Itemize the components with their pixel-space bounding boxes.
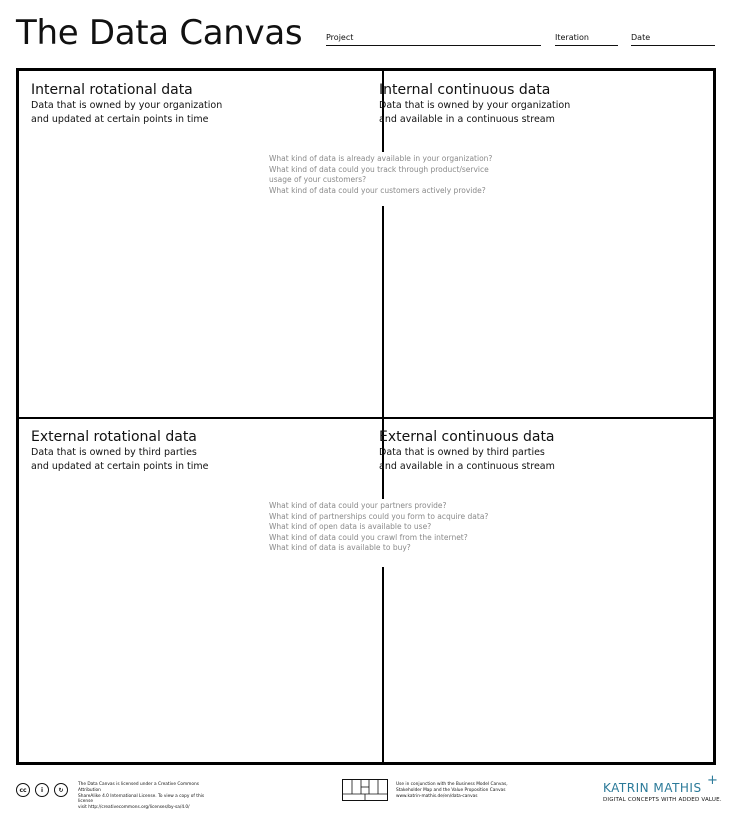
brand-plus-icon: + <box>707 773 718 788</box>
guiding-question: What kind of data could you crawl from the internet? <box>269 532 468 542</box>
license-line: visit http://creativecommons.org/licenses/by-sa/4.0/ <box>78 805 190 811</box>
internal-guiding-questions <box>265 152 493 206</box>
quadrant-description: and updated at certain points in time <box>31 114 209 125</box>
share-alike-icon: ↻ <box>54 783 68 797</box>
quadrant-description: Data that is owned by your organization <box>379 100 571 111</box>
quadrant-internal-rotational[interactable] <box>31 81 222 127</box>
quadrant-description: Data that is owned by your organization <box>31 100 223 111</box>
license-line: ShareAlike 4.0 International License. To view a copy of this license <box>78 793 205 805</box>
guiding-question: What kind of data could you track through product/service <box>269 164 489 174</box>
cc-icon: cc <box>16 783 30 797</box>
quadrant-title: External continuous data <box>379 429 555 445</box>
guiding-question: What kind of open data is available to use? <box>269 522 432 532</box>
brand-tagline: DIGITAL CONCEPTS WITH ADDED VALUE. <box>603 797 722 803</box>
license-line: The Data Canvas is licensed under a Creative Commons Attribution <box>78 782 199 793</box>
quadrant-title: Internal rotational data <box>31 82 193 98</box>
canvas-grid-icon <box>343 780 387 800</box>
quadrant-title: Internal continuous data <box>379 82 551 98</box>
guiding-question: What kind of data is available to buy? <box>269 543 411 553</box>
guiding-question: What kind of data could your customers actively provide? <box>269 185 486 195</box>
quadrant-description: and updated at certain points in time <box>31 461 209 472</box>
quadrant-internal-continuous[interactable] <box>379 81 570 127</box>
note-line: Stakeholder Map and the Value Proposition Canvas <box>396 787 506 793</box>
quadrant-external-rotational[interactable] <box>31 428 209 474</box>
project-field[interactable] <box>326 33 541 46</box>
data-canvas-grid <box>16 68 716 765</box>
date-field[interactable] <box>631 33 715 46</box>
related-canvases-note <box>396 782 526 799</box>
guiding-question: What kind of data could your partners provide? <box>269 501 447 510</box>
iteration-field[interactable] <box>555 33 618 46</box>
guiding-question: What kind of data is already available in your organization? <box>269 154 493 163</box>
page-title: The Data Canvas <box>16 13 303 53</box>
license-text <box>78 782 208 811</box>
attribution-icon: i <box>35 783 49 797</box>
horizontal-divider <box>19 417 713 419</box>
quadrant-description: Data that is owned by third parties <box>31 447 197 458</box>
quadrant-description: Data that is owned by third parties <box>379 447 545 458</box>
note-line: Use in conjunction with the Business Model Canvas, <box>396 782 508 787</box>
quadrant-external-continuous[interactable] <box>379 428 555 474</box>
note-line[interactable]: www.katrin-mathis.de/en/data-canvas <box>396 793 478 799</box>
brand-logo: KATRIN MATHIS <box>603 781 702 795</box>
quadrant-title: External rotational data <box>31 429 197 445</box>
date-label: Date <box>631 33 651 42</box>
quadrant-description: and available in a continuous stream <box>379 461 555 472</box>
mini-canvas-icon <box>342 779 388 801</box>
guiding-question: usage of your customers? <box>269 175 367 185</box>
guiding-question: What kind of partnerships could you form to acquire data? <box>269 511 489 521</box>
quadrant-description: and available in a continuous stream <box>379 114 555 125</box>
external-guiding-questions <box>265 499 489 567</box>
project-label: Project <box>326 33 354 42</box>
creative-commons-badges <box>16 783 68 797</box>
iteration-label: Iteration <box>555 33 589 42</box>
